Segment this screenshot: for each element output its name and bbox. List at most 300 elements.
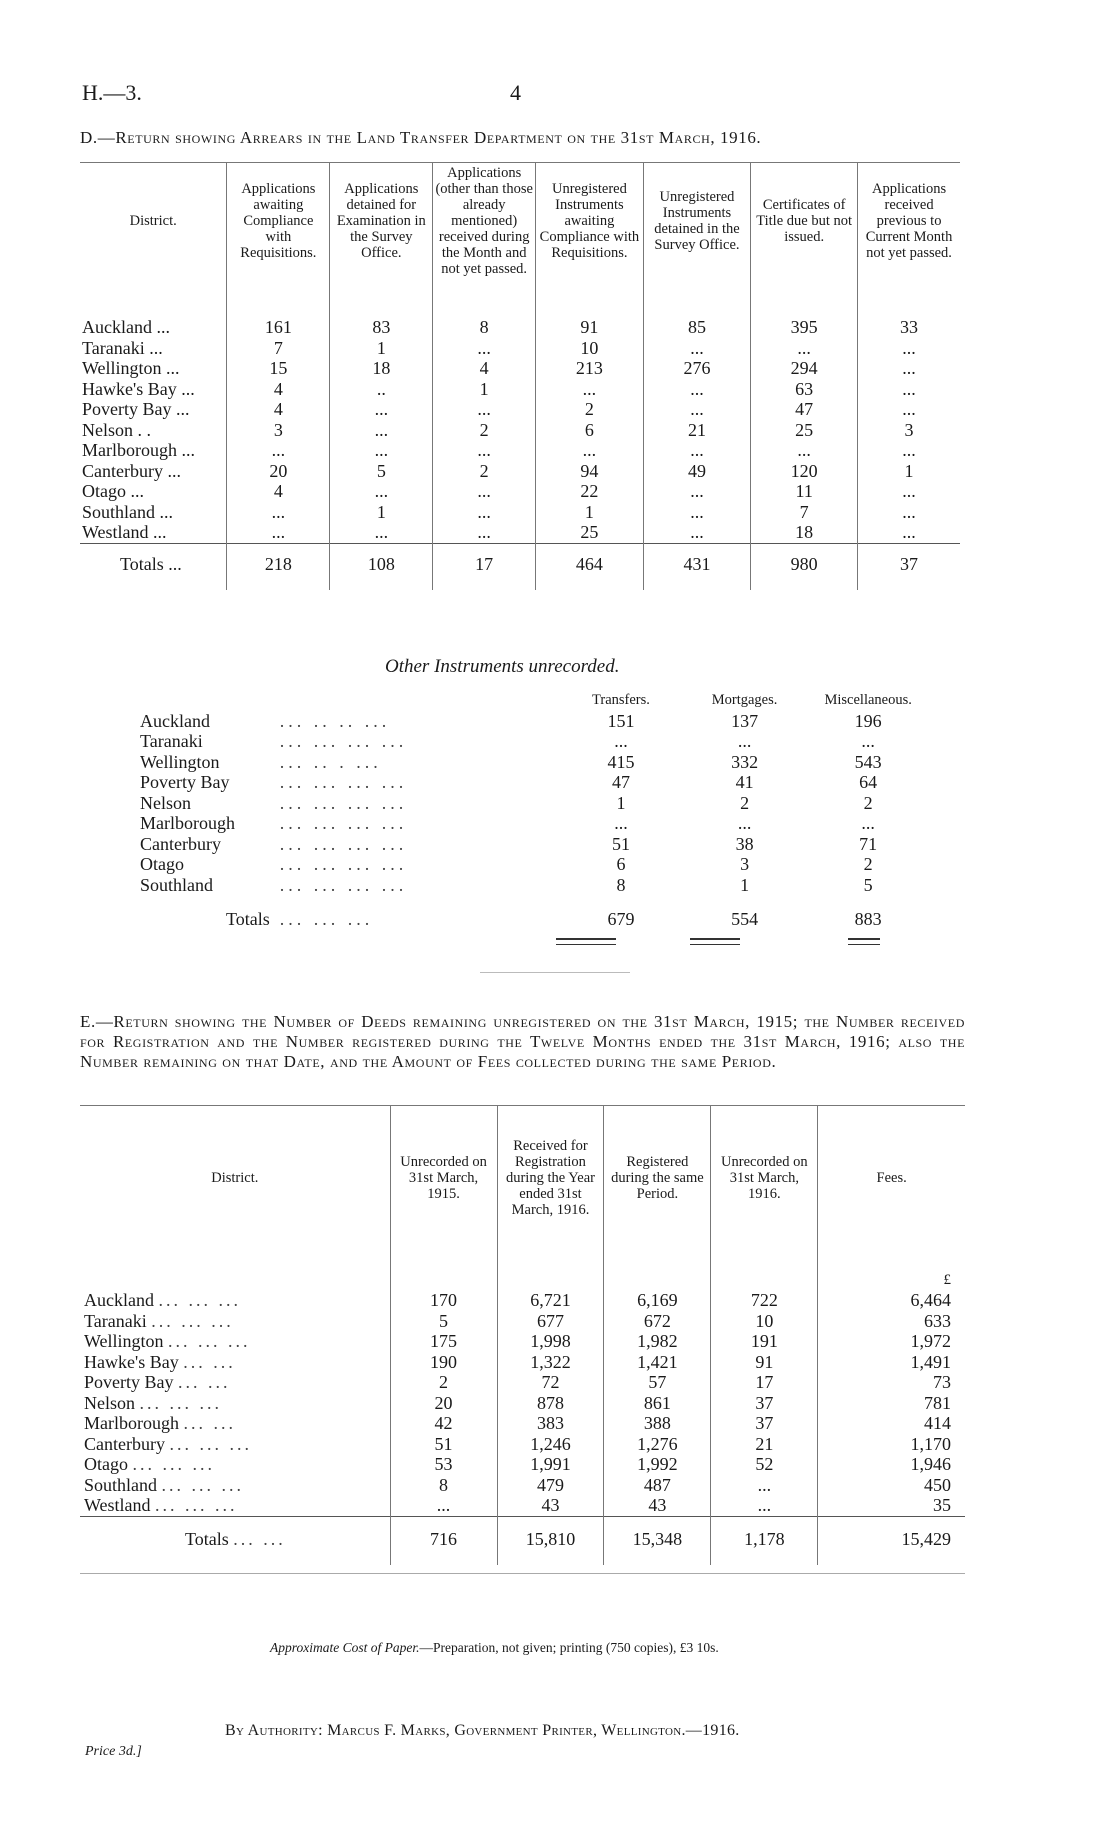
cell: 6	[536, 420, 644, 441]
cell: 672	[604, 1311, 711, 1332]
cell: 22	[536, 481, 644, 502]
cell: ...	[390, 1495, 497, 1516]
cell: 15,429	[818, 1516, 965, 1565]
leader-dots: ... ... ...	[139, 1392, 222, 1413]
leader-dots: ... ... ...	[155, 1495, 238, 1515]
cell: 2	[863, 854, 873, 874]
cell: 677	[497, 1311, 604, 1332]
cell: 395	[751, 317, 858, 338]
cell: ...	[711, 1475, 818, 1496]
col-fees: Fees.	[818, 1106, 965, 1251]
leader-dots: ...	[181, 440, 195, 460]
cell: 2	[536, 399, 644, 420]
totals-label: Totals	[225, 909, 270, 929]
total-rule	[690, 944, 740, 945]
cell: 20	[390, 1393, 497, 1414]
cell: 7	[751, 502, 858, 523]
leader-dots: ... ... ...	[169, 1433, 252, 1454]
cell: 33	[858, 317, 960, 338]
list-item	[140, 752, 930, 773]
cell: ...	[330, 399, 433, 420]
cell: 15,810	[497, 1516, 604, 1565]
list-item	[140, 772, 930, 793]
leader-dots: ...	[149, 337, 163, 358]
cell: 41	[735, 772, 754, 792]
leader-dots: ... .. .. ...	[279, 710, 391, 731]
leader-dots: ... ...	[183, 1413, 236, 1433]
cell: 276	[643, 358, 751, 379]
table-row	[80, 1413, 965, 1434]
other-instruments-table	[140, 690, 930, 930]
divider	[80, 1573, 965, 1574]
cell: 1	[858, 461, 960, 482]
district-name: Canterbury	[140, 833, 221, 854]
table-row	[80, 461, 960, 482]
cell: 294	[751, 358, 858, 379]
section-e-title: E.—Return showing the Number of Deeds remaining unregistered on the 31st March, 1915; the Number received for Registration and the Number registered during the Twelve Months ended the 31st March, 1916; also the Number remaining on that Date, and the Amount of Fees collected during the same Period.	[80, 1012, 965, 1071]
cell: 91	[536, 317, 644, 338]
cell: ...	[643, 502, 751, 523]
table-row	[80, 338, 960, 359]
cell: ...	[858, 440, 960, 461]
leader-dots: ...	[153, 522, 167, 542]
total-rule	[556, 938, 616, 940]
district-name: Hawke's Bay	[84, 1351, 179, 1372]
cell: 17	[433, 543, 536, 590]
cell: 878	[497, 1393, 604, 1414]
total-rule	[848, 944, 880, 945]
cell: ...	[858, 379, 960, 400]
cell: 49	[643, 461, 751, 482]
table-row	[80, 420, 960, 441]
district-name: Poverty Bay	[82, 399, 172, 419]
leader-dots: ...	[130, 481, 144, 501]
cell: 37	[858, 543, 960, 590]
cell: 1	[616, 792, 626, 813]
leader-dots: ... ... ... ...	[279, 731, 408, 751]
cell: ...	[227, 522, 330, 543]
cell: 52	[711, 1454, 818, 1475]
authority-line: By Authority: Marcus F. Marks, Government Printer, Wellington.—1916.	[225, 1722, 740, 1739]
cell: 83	[330, 317, 433, 338]
cell: 72	[497, 1372, 604, 1393]
district-name: Taranaki	[84, 1310, 147, 1331]
cell: 1,972	[818, 1331, 965, 1352]
list-item	[140, 875, 930, 896]
district-name: Taranaki	[140, 731, 203, 751]
cell: 213	[536, 358, 644, 379]
totals-label: Totals	[185, 1528, 229, 1549]
cell: 37	[711, 1413, 818, 1434]
cell: 414	[818, 1413, 965, 1434]
col-miscellaneous: Miscellaneous.	[824, 692, 912, 708]
cell: 6,464	[818, 1290, 965, 1311]
total-rule	[848, 938, 880, 940]
cell: 1,982	[604, 1331, 711, 1352]
cell: 4	[227, 379, 330, 400]
cell: ...	[643, 399, 751, 420]
col-registered: Registered during the same Period.	[604, 1106, 711, 1251]
leader-dots: ... ...	[233, 1528, 286, 1549]
district-name: Auckland	[84, 1290, 154, 1310]
cell: 190	[390, 1352, 497, 1373]
col-certificates-due: Certificates of Title due but not issued.	[751, 163, 858, 280]
leader-dots: ...	[166, 358, 180, 378]
total-rule	[556, 944, 616, 945]
cell: ...	[433, 338, 536, 359]
cell: 1,992	[604, 1454, 711, 1475]
list-item	[140, 731, 930, 752]
district-name: Wellington	[140, 751, 220, 772]
cell: ..	[330, 379, 433, 400]
district-name: Marlborough	[140, 813, 235, 833]
other-instruments-title: Other Instruments unrecorded.	[385, 656, 620, 677]
cell: ...	[861, 731, 875, 751]
cell: ...	[858, 502, 960, 523]
district-name: Canterbury	[82, 460, 163, 481]
district-name: Hawke's Bay	[82, 378, 177, 399]
district-name: Poverty Bay	[140, 772, 230, 792]
cell: 464	[536, 543, 644, 590]
document-code: H.—3.	[82, 80, 142, 105]
cell: 191	[711, 1331, 818, 1352]
cell: 3	[858, 420, 960, 441]
cell: ...	[433, 440, 536, 461]
cell: 42	[390, 1413, 497, 1434]
cell: ...	[858, 481, 960, 502]
district-name: Marlborough	[82, 440, 177, 460]
district-name: Poverty Bay	[84, 1372, 174, 1392]
leader-dots: ... ... ... ...	[279, 854, 408, 874]
leader-dots: ...	[159, 501, 174, 522]
cell: 722	[711, 1290, 818, 1311]
cell: 1	[536, 502, 644, 523]
col-transfers: Transfers.	[592, 692, 650, 708]
cell: 17	[711, 1372, 818, 1393]
table-row	[80, 1475, 965, 1496]
totals-row	[80, 543, 960, 590]
district-name: Taranaki	[82, 337, 145, 358]
cell: 3	[227, 420, 330, 441]
table-row	[80, 1454, 965, 1475]
leader-dots: ... ... ... ...	[279, 813, 408, 833]
cell: 51	[611, 833, 630, 854]
cell: 18	[751, 522, 858, 543]
district-name: Westland	[82, 522, 149, 542]
currency-symbol: £	[818, 1250, 965, 1290]
leader-dots: ...	[156, 317, 170, 337]
district-name: Wellington	[82, 358, 162, 378]
district-name: Auckland	[140, 710, 210, 731]
cell: 5	[863, 874, 873, 895]
cell: 2	[433, 420, 536, 441]
cell: 63	[751, 379, 858, 400]
leader-dots: ... ... ... ...	[279, 792, 408, 813]
table-row	[80, 317, 960, 338]
cell: 71	[859, 833, 878, 854]
cell: 1,322	[497, 1352, 604, 1373]
cell: 20	[227, 461, 330, 482]
cell: 543	[854, 751, 882, 772]
cell: 431	[643, 543, 751, 590]
table-row	[80, 358, 960, 379]
cell: 1	[330, 502, 433, 523]
page-number: 4	[510, 80, 521, 105]
cell: 415	[607, 751, 635, 772]
cost-text: —Preparation, not given; printing (750 copies), £3 10s.	[419, 1640, 719, 1655]
cell: 1,991	[497, 1454, 604, 1475]
cell: ...	[536, 440, 644, 461]
cell: ...	[737, 813, 752, 833]
list-item	[140, 813, 930, 834]
other-header-row	[140, 690, 930, 711]
district-name: Otago	[84, 1454, 128, 1474]
cell: 25	[536, 522, 644, 543]
district-name: Westland	[84, 1495, 151, 1515]
cell: 137	[731, 710, 759, 731]
total-rule	[690, 938, 740, 940]
cell: 4	[227, 399, 330, 420]
cell: 37	[711, 1393, 818, 1414]
cell: 8	[616, 874, 626, 895]
cell: ...	[433, 522, 536, 543]
cell: 883	[854, 909, 882, 929]
cell: ...	[433, 502, 536, 523]
district-name: Nelson	[84, 1392, 135, 1413]
cell: 47	[611, 772, 630, 792]
col-mortgages: Mortgages.	[711, 692, 778, 708]
list-item	[140, 834, 930, 855]
leader-dots: ...	[167, 460, 181, 481]
cell: 51	[390, 1434, 497, 1455]
leader-dots: ... ... ...	[168, 1331, 251, 1351]
leader-dots: ... ... ...	[132, 1454, 215, 1474]
section-d-title: D.—Return showing Arrears in the Land Transfer Department on the 31st March, 1916.	[80, 128, 762, 147]
deeds-header-row	[80, 1106, 965, 1251]
table-row	[80, 440, 960, 461]
cell: 1	[330, 338, 433, 359]
cell: ...	[330, 481, 433, 502]
cell: 91	[711, 1352, 818, 1373]
cell: 18	[330, 358, 433, 379]
cell: ...	[614, 813, 628, 833]
leader-dots: ... ... ...	[161, 1474, 245, 1495]
district-name: Nelson	[82, 419, 133, 440]
list-item	[140, 793, 930, 814]
cell: 332	[731, 751, 759, 772]
cell: 175	[390, 1331, 497, 1352]
deeds-table	[80, 1105, 965, 1565]
cell: 38	[735, 833, 754, 854]
district-name: Southland	[82, 501, 156, 522]
cell: 57	[604, 1372, 711, 1393]
leader-dots: ...	[181, 378, 195, 399]
col-unregistered-awaiting: Unregistered Instruments awaiting Compliance with Requisitions.	[536, 163, 644, 280]
table-row	[80, 379, 960, 400]
cell: 2	[390, 1372, 497, 1393]
cell: 633	[818, 1311, 965, 1332]
cell: ...	[227, 440, 330, 461]
cell: 35	[818, 1495, 965, 1516]
cell: ...	[861, 813, 875, 833]
cell: 679	[607, 909, 635, 929]
totals-row	[140, 895, 930, 930]
cell: ...	[858, 522, 960, 543]
leader-dots: . .	[137, 419, 151, 440]
price-note: Price 3d.]	[85, 1744, 142, 1759]
cell: ...	[737, 731, 752, 751]
leader-dots: ... ... ...	[158, 1290, 241, 1310]
leader-dots: ...	[168, 553, 182, 574]
cell: ...	[227, 502, 330, 523]
cell: 25	[751, 420, 858, 441]
cell: 11	[751, 481, 858, 502]
cell: ...	[643, 481, 751, 502]
col-district: District.	[129, 213, 177, 229]
cell: 861	[604, 1393, 711, 1414]
col-district: District.	[211, 1170, 259, 1186]
cell: 5	[330, 461, 433, 482]
cell: 10	[536, 338, 644, 359]
district-name: Otago	[82, 481, 126, 501]
cell: 554	[731, 909, 759, 929]
cell: ...	[751, 440, 858, 461]
arrears-header-row	[80, 163, 960, 280]
cell: 980	[751, 543, 858, 590]
table-row	[80, 1434, 965, 1455]
district-name: Otago	[140, 854, 184, 874]
cell: ...	[643, 522, 751, 543]
col-applications-previous: Applications received previous to Current Month not yet passed.	[858, 163, 960, 280]
leader-dots: ... ... ...	[151, 1310, 234, 1331]
cell: 2	[863, 792, 873, 813]
cell: ...	[643, 338, 751, 359]
table-row	[80, 502, 960, 523]
cell: 7	[227, 338, 330, 359]
cell: ...	[614, 731, 628, 751]
cell: ...	[330, 522, 433, 543]
cell: ...	[858, 338, 960, 359]
leader-dots: ... ... ... ...	[279, 772, 408, 792]
cell: 1,170	[818, 1434, 965, 1455]
table-row	[80, 1331, 965, 1352]
col-applications-other: Applications (other than those already mentioned) received during the Month and not yet passed.	[433, 163, 536, 280]
cell: 43	[497, 1495, 604, 1516]
district-name: Wellington	[84, 1331, 164, 1351]
cell: ...	[858, 399, 960, 420]
table-row	[80, 1393, 965, 1414]
cell: 383	[497, 1413, 604, 1434]
table-row	[80, 1352, 965, 1373]
cell: 108	[330, 543, 433, 590]
cell: 218	[227, 543, 330, 590]
district-name: Canterbury	[84, 1433, 165, 1454]
arrears-table	[80, 162, 960, 590]
cell: 21	[643, 420, 751, 441]
cell: 8	[433, 317, 536, 338]
list-item	[140, 711, 930, 732]
cell: 1	[740, 874, 750, 895]
cell: 1,246	[497, 1434, 604, 1455]
totals-label: Totals	[120, 553, 164, 574]
cell: 1,276	[604, 1434, 711, 1455]
cell: 487	[604, 1475, 711, 1496]
cell: 21	[711, 1434, 818, 1455]
cell: 1,998	[497, 1331, 604, 1352]
table-row	[80, 1495, 965, 1516]
table-row	[80, 1311, 965, 1332]
cell: 716	[390, 1516, 497, 1565]
cell: 85	[643, 317, 751, 338]
col-applications-awaiting: Applications awaiting Compliance with Requisitions.	[227, 163, 330, 280]
district-name: Auckland	[82, 317, 152, 337]
cell: ...	[433, 399, 536, 420]
table-row	[80, 399, 960, 420]
cell: 4	[433, 358, 536, 379]
col-unregistered-detained: Unregistered Instruments detained in the Survey Office.	[643, 163, 751, 280]
table-row	[80, 1372, 965, 1393]
leader-dots: ... .. . ...	[279, 751, 382, 772]
cell: 1,946	[818, 1454, 965, 1475]
cell: 450	[818, 1475, 965, 1496]
table-row	[80, 522, 960, 543]
cell: ...	[536, 379, 644, 400]
cell: ...	[643, 379, 751, 400]
cell: ...	[711, 1495, 818, 1516]
cell: 2	[433, 461, 536, 482]
cell: 1	[433, 379, 536, 400]
divider	[480, 972, 630, 973]
col-received: Received for Registration during the Year ended 31st March, 1916.	[497, 1106, 604, 1251]
cell: 47	[751, 399, 858, 420]
district-name: Marlborough	[84, 1413, 179, 1433]
cell: 94	[536, 461, 644, 482]
leader-dots: ... ... ...	[279, 909, 374, 929]
cell: 64	[859, 772, 878, 792]
cell: 2	[740, 792, 750, 813]
cell: 1,491	[818, 1352, 965, 1373]
cell: ...	[433, 481, 536, 502]
cell: ...	[751, 338, 858, 359]
cell: 120	[751, 461, 858, 482]
table-row	[80, 1290, 965, 1311]
list-item	[140, 854, 930, 875]
cell: 161	[227, 317, 330, 338]
district-name: Nelson	[140, 792, 191, 813]
col-unrecorded-1916: Unrecorded on 31st March, 1916.	[711, 1106, 818, 1251]
cell: 15	[227, 358, 330, 379]
cell: 781	[818, 1393, 965, 1414]
col-unrecorded-1915: Unrecorded on 31st March, 1915.	[390, 1106, 497, 1251]
cell: 6	[616, 854, 626, 874]
cell: 479	[497, 1475, 604, 1496]
district-name: Southland	[84, 1474, 158, 1495]
cell: 53	[390, 1454, 497, 1475]
cell: 1,178	[711, 1516, 818, 1565]
cell: 15,348	[604, 1516, 711, 1565]
district-name: Southland	[140, 874, 214, 895]
cell: ...	[330, 440, 433, 461]
cost-label: Approximate Cost of Paper.	[270, 1640, 420, 1655]
cell: 1,421	[604, 1352, 711, 1373]
cell: 43	[604, 1495, 711, 1516]
table-row	[80, 481, 960, 502]
cell: ...	[858, 358, 960, 379]
cell: ...	[643, 440, 751, 461]
cell: 8	[390, 1475, 497, 1496]
cell: 10	[711, 1311, 818, 1332]
leader-dots: ...	[176, 399, 190, 419]
